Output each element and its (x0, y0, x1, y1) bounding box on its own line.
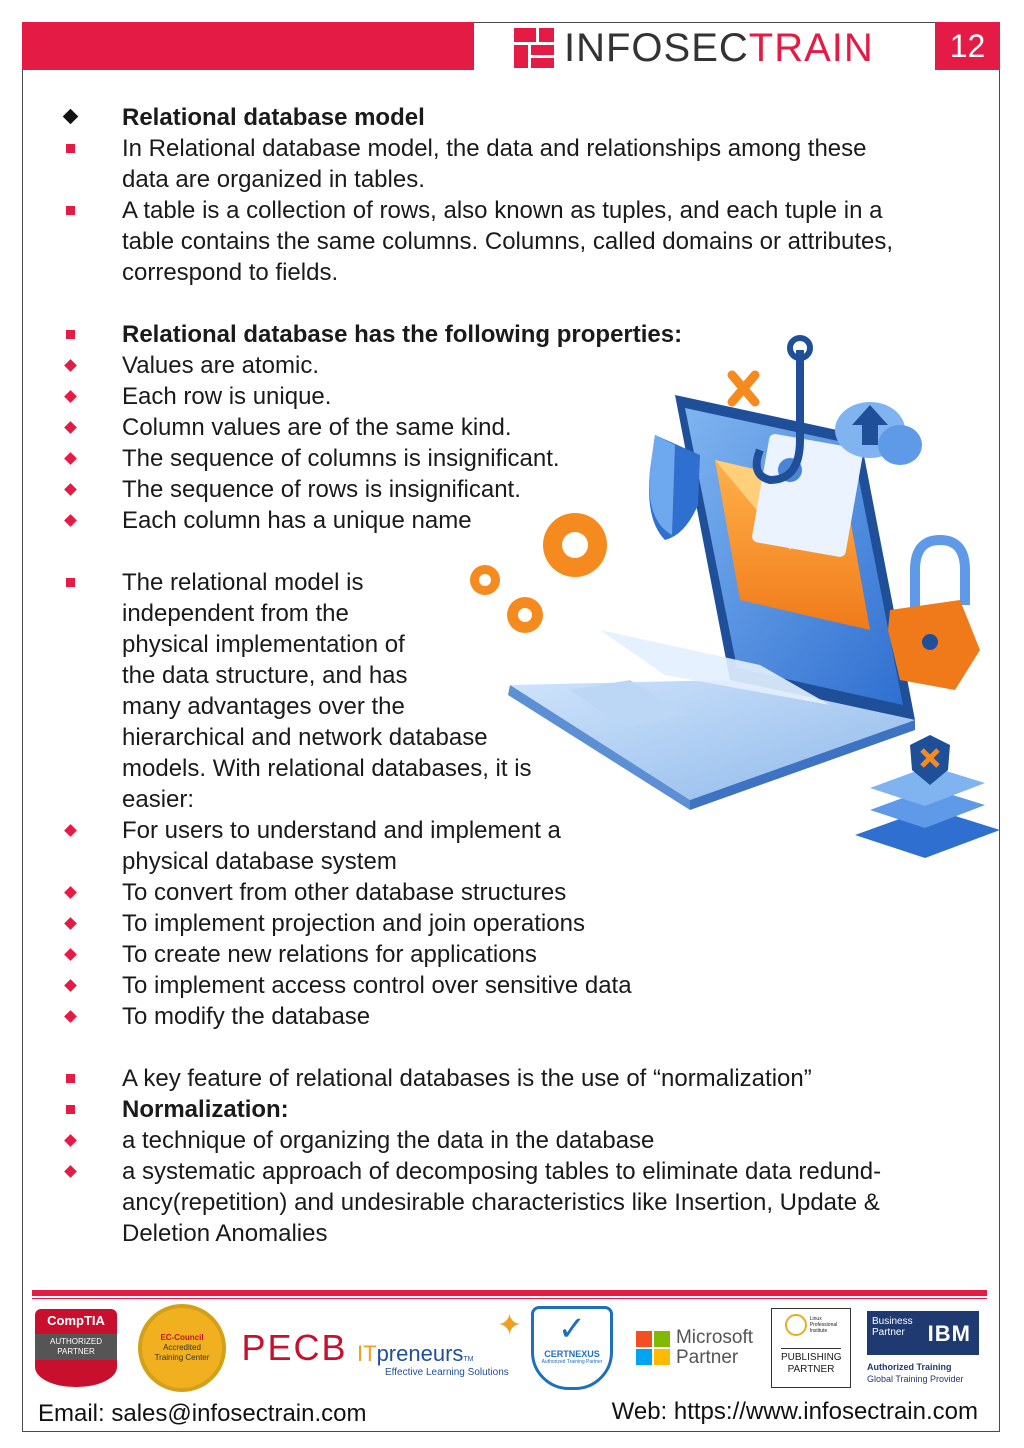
footer-email[interactable]: Email: sales@infosectrain.com (38, 1400, 367, 1427)
microsoft-icon (636, 1331, 670, 1365)
diamond-bullet-icon (60, 939, 80, 970)
content-line-text: To create new relations for applications (122, 941, 537, 968)
diamond-bullet-icon (60, 908, 80, 939)
server-stack-icon (855, 735, 1000, 858)
content-line (60, 1187, 980, 1218)
content-line-text: Column values are of the same kind. (122, 414, 512, 441)
diamond-bullet-icon (60, 381, 80, 412)
content-line (60, 1156, 980, 1187)
gear-icon (470, 513, 607, 633)
content-line-text: many advantages over the (122, 693, 405, 720)
content-line (60, 1218, 980, 1249)
certnexus-tagline: Authorized Training Partner (541, 1359, 603, 1365)
diamond-bullet-icon (60, 877, 80, 908)
ibm-training-line2: Global Training Provider (867, 1374, 964, 1384)
diamond-bullet-icon (60, 443, 80, 474)
pecb-text: PECB (241, 1327, 348, 1368)
content-line-text: Relational database model (122, 104, 425, 131)
itpreneurs-mark-icon: ✦ (496, 1309, 522, 1342)
content-line-text: Each column has a unique name (122, 507, 472, 534)
certnexus-brand: CERTNEXUS (544, 1349, 600, 1359)
comptia-logo (32, 1306, 120, 1390)
ibm-line1: Business (872, 1316, 913, 1327)
content-line-text: Values are atomic. (122, 352, 319, 379)
ibm-training-line1: Authorized Training (867, 1362, 952, 1372)
square-bullet-icon (60, 1094, 80, 1125)
content-line-text: In Relational database model, the data and relationships among these (122, 135, 867, 162)
partner-logos (32, 1306, 987, 1392)
content-line-text: The relational model is (122, 569, 364, 596)
content-line (60, 133, 980, 164)
lpi-partner: PARTNER (787, 1364, 835, 1375)
comptia-line2: PARTNER (57, 1347, 95, 1356)
content-line (60, 1094, 980, 1125)
logo-text (564, 28, 874, 68)
padlock-icon (888, 540, 980, 690)
content-line-text: A table is a collection of rows, also known as tuples, and each tuple in a (122, 197, 883, 224)
laptop-security-illustration (460, 330, 1005, 890)
content-line-text: physical database system (122, 848, 397, 875)
comptia-line1: AUTHORIZED (50, 1337, 102, 1346)
content-line (60, 164, 980, 195)
square-bullet-icon (60, 1063, 80, 1094)
logo-text-infosec: INFOSEC (564, 26, 749, 70)
content-line-text: Relational database has the following properties: (122, 321, 683, 348)
ec-council-line3: Training Center (154, 1353, 210, 1362)
itpreneurs-tagline: Effective Learning Solutions (385, 1366, 509, 1378)
ec-council-line2: Accredited (163, 1343, 201, 1352)
login-card (751, 433, 864, 558)
content-line-text: the data structure, and has (122, 662, 408, 689)
diamond-bullet-icon (60, 474, 80, 505)
ibm-brand: IBM (927, 1321, 971, 1346)
content-line-text: a technique of organizing the data in the database (122, 1127, 655, 1154)
infosectrain-logo (514, 28, 874, 68)
ibm-line2: Partner (872, 1327, 905, 1338)
lpi-line1: Linux (809, 1316, 822, 1322)
content-line-text: data are organized in tables. (122, 166, 425, 193)
content-line (60, 939, 980, 970)
ibm-partner-logo (867, 1306, 987, 1390)
diamond-bullet-icon (60, 1156, 80, 1187)
content-line-text: To implement access control over sensitive data (122, 972, 632, 999)
page-number: 12 (935, 22, 1000, 70)
footer-divider-thin (32, 1298, 987, 1299)
content-line-text: The sequence of columns is insignificant. (122, 445, 560, 472)
diamond-bullet-icon (60, 1001, 80, 1032)
content-line-text: physical implementation of (122, 631, 405, 658)
certnexus-logo (527, 1306, 617, 1390)
content-line (60, 1063, 980, 1094)
square-bullet-icon (60, 567, 80, 598)
content-line-text: Deletion Anomalies (122, 1220, 328, 1247)
content-line-text: To convert from other database structures (122, 879, 567, 906)
content-line-text: correspond to fields. (122, 259, 339, 286)
itpreneurs-brand-b: preneurs (376, 1340, 464, 1366)
content-line-text: hierarchical and network database (122, 724, 488, 751)
content-line-text: models. With relational databases, it is (122, 755, 532, 782)
diamond-bullet-icon (60, 350, 80, 381)
content-line-text: A key feature of relational databases is the use of “normalization” (122, 1065, 812, 1092)
content-line-text: easier: (122, 786, 195, 813)
ec-council-line1: EC-Council (160, 1333, 204, 1342)
diamond-bullet-icon (60, 102, 80, 133)
square-bullet-icon (60, 195, 80, 226)
content-line-text: independent from the (122, 600, 349, 627)
ec-council-logo (127, 1306, 237, 1390)
checkmark-icon: ✓ (557, 1310, 587, 1348)
diamond-bullet-icon (60, 815, 80, 846)
lpi-publishing: PUBLISHING (781, 1352, 842, 1363)
content-line (60, 970, 980, 1001)
content-line (60, 195, 980, 226)
itpreneurs-logo (357, 1306, 522, 1390)
microsoft-line1: Microsoft (675, 1327, 754, 1348)
content-line-text: table contains the same columns. Columns, called domains or attributes, (122, 228, 894, 255)
itpreneurs-brand-a: IT (357, 1340, 377, 1366)
spacer (60, 1032, 980, 1063)
diamond-bullet-icon (60, 1125, 80, 1156)
square-bullet-icon (60, 319, 80, 350)
content-line-text: Each row is unique. (122, 383, 332, 410)
content-line-text: For users to understand and implement a (122, 817, 561, 844)
itpreneurs-tm: TM (463, 1355, 474, 1363)
content-line (60, 226, 980, 257)
header-red-bar (22, 22, 474, 70)
content-line-text: a systematic approach of decomposing tables to eliminate data redund- (122, 1158, 882, 1185)
spacer (60, 288, 980, 319)
footer-divider (32, 1290, 987, 1296)
pecb-logo (237, 1306, 352, 1390)
content-line-text: To modify the database (122, 1003, 371, 1030)
content-line-text: To implement projection and join operations (122, 910, 585, 937)
content-line (60, 257, 980, 288)
microsoft-partner-logo (627, 1306, 762, 1390)
content-line-text: The sequence of rows is insignificant. (122, 476, 521, 503)
diamond-bullet-icon (60, 970, 80, 1001)
content-line (60, 1001, 980, 1032)
footer-website-link[interactable]: Web: https://www.infosectrain.com (611, 1398, 978, 1425)
content-line (60, 1125, 980, 1156)
x-mark-icon (732, 375, 755, 402)
square-bullet-icon (60, 133, 80, 164)
microsoft-line2: Partner (675, 1347, 739, 1368)
logo-text-train: TRAIN (748, 26, 874, 70)
content-line (60, 908, 980, 939)
diamond-bullet-icon (60, 505, 80, 536)
comptia-brand: CompTIA (47, 1313, 105, 1328)
diamond-bullet-icon (60, 412, 80, 443)
lpi-logo (770, 1306, 852, 1390)
ibm-tm: TM (970, 1341, 978, 1347)
lpi-line2: Professional (809, 1322, 838, 1328)
lpi-icon (785, 1314, 807, 1336)
content-line-text: ancy(repetition) and undesirable characteristics like Insertion, Update & (122, 1189, 880, 1216)
lpi-line3: Institute (809, 1328, 828, 1334)
content-line (60, 102, 980, 133)
logo-mark-icon (514, 28, 554, 68)
content-line-text: Normalization: (122, 1096, 289, 1123)
